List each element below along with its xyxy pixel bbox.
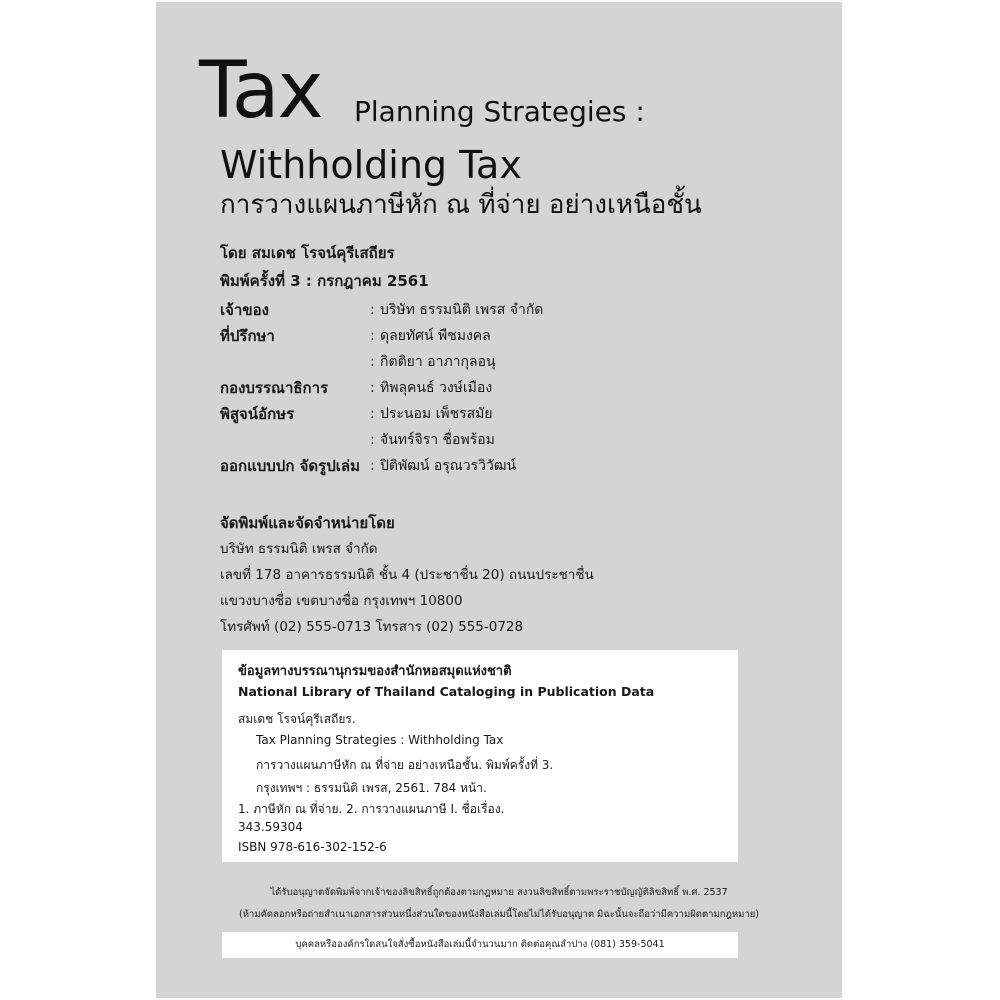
copyright-line-1: ได้รับอนุญาตจัดพิมพ์จากเจ้าของลิขสิทธิ์ถูกต้องตามกฎหมาย สงวนลิขสิทธิ์ตามพระราชบัญญัติลิขสิทธิ์ พ.ศ. 2537 xyxy=(270,887,728,898)
cip-box xyxy=(222,650,738,862)
publisher-district: แขวงบางซื่อ เขตบางซื่อ กรุงเทพฯ 10800 xyxy=(220,593,463,609)
credits-list xyxy=(220,298,820,480)
cip-class-number: 343.59304 xyxy=(238,820,303,834)
author-byline: โดย สมเดช โรจน์คุรีเสถียร xyxy=(220,244,395,262)
credit-role: กองบรรณาธิการ xyxy=(220,379,329,397)
credit-separator: : xyxy=(370,302,375,318)
credit-row xyxy=(220,350,820,376)
credit-separator: : xyxy=(370,380,375,396)
cip-isbn: ISBN 978-616-302-152-6 xyxy=(238,840,387,854)
publisher-phone: โทรศัพท์ (02) 555-0713 โทรสาร (02) 555-0728 xyxy=(220,619,524,635)
credit-name: ปิติพัฒน์ อรุณวรวิวัฒน์ xyxy=(380,458,517,474)
credit-separator: : xyxy=(370,406,375,422)
cip-title-english: Tax Planning Strategies : Withholding Tax xyxy=(256,733,504,747)
credit-name: ประนอม เพ็ชรสมัย xyxy=(380,406,493,422)
cip-imprint: กรุงเทพฯ : ธรรมนิติ เพรส, 2561. 784 หน้า. xyxy=(256,781,487,795)
credit-row xyxy=(220,298,820,324)
credit-row xyxy=(220,324,820,350)
publisher-heading: จัดพิมพ์และจัดจำหน่ายโดย xyxy=(220,514,395,532)
publisher-name: บริษัท ธรรมนิติ เพรส จำกัด xyxy=(220,541,378,557)
copyright-line-2: (ห้ามคัดลอกหรือถ่ายสำเนาเอกสารส่วนหนึ่งส่วนใดของหนังสือเล่มนี้โดยไม่ได้รับอนุญาต มิฉะนั้นจะถือว่ามีความผิดตามกฎหมาย) xyxy=(239,909,759,920)
title-tax: Tax xyxy=(199,46,322,136)
credit-separator: : xyxy=(370,328,375,344)
credit-role: พิสูจน์อักษร xyxy=(220,405,295,423)
publisher-address: เลขที่ 178 อาคารธรรมนิติ ชั้น 4 (ประชาชื่น 20) ถนนประชาชื่น xyxy=(220,567,594,583)
copyright-notice xyxy=(156,882,842,926)
cip-author: สมเดช โรจน์คุรีเสถียร. xyxy=(238,712,356,726)
credit-row xyxy=(220,402,820,428)
title-withholding-tax: Withholding Tax xyxy=(220,143,522,187)
cip-title-thai: การวางแผนภาษีหัก ณ ที่จ่าย อย่างเหนือชั้น. พิมพ์ครั้งที่ 3. xyxy=(256,758,554,772)
cip-heading-english: National Library of Thailand Cataloging in Publication Data xyxy=(238,684,655,699)
credit-name: จันทร์จิรา ชื่อพร้อม xyxy=(380,432,495,448)
credit-role: เจ้าของ xyxy=(220,301,269,319)
credit-name: ดุลยทัศน์ พืชมงคล xyxy=(380,328,491,344)
contact-box: บุคคลหรือองค์กรใดสนใจสั่งซื้อหนังสือเล่มนี้จำนวนมาก ติดต่อคุณลำปาง (081) 359-5041 xyxy=(222,932,738,958)
cip-heading-thai: ข้อมูลทางบรรณานุกรมของสำนักหอสมุดแห่งชาติ xyxy=(238,664,512,679)
credit-role: ที่ปรึกษา xyxy=(220,327,275,345)
credit-name: กิตติยา อาภากุลอนุ xyxy=(380,354,496,370)
credit-separator: : xyxy=(370,458,375,474)
credit-row xyxy=(220,428,820,454)
title-planning-strategies: Planning Strategies : xyxy=(354,95,645,128)
credit-separator: : xyxy=(370,354,375,370)
title-thai: การวางแผนภาษีหัก ณ ที่จ่าย อย่างเหนือชั้น xyxy=(220,190,702,220)
book-page xyxy=(156,2,842,998)
credit-name: ทิพลุคนธ์ วงษ์เมือง xyxy=(380,380,493,396)
publisher-block xyxy=(220,510,820,640)
cip-subjects: 1. ภาษีหัก ณ ที่จ่าย. 2. การวางแผนภาษี I. ชื่อเรื่อง. xyxy=(238,802,505,816)
credit-name: บริษัท ธรรมนิติ เพรส จำกัด xyxy=(380,302,544,318)
credit-row xyxy=(220,454,820,480)
credit-row xyxy=(220,376,820,402)
credit-separator: : xyxy=(370,432,375,448)
edition-line: พิมพ์ครั้งที่ 3 : กรกฎาคม 2561 xyxy=(220,272,429,290)
credit-role: ออกแบบปก จัดรูปเล่ม xyxy=(220,457,360,475)
